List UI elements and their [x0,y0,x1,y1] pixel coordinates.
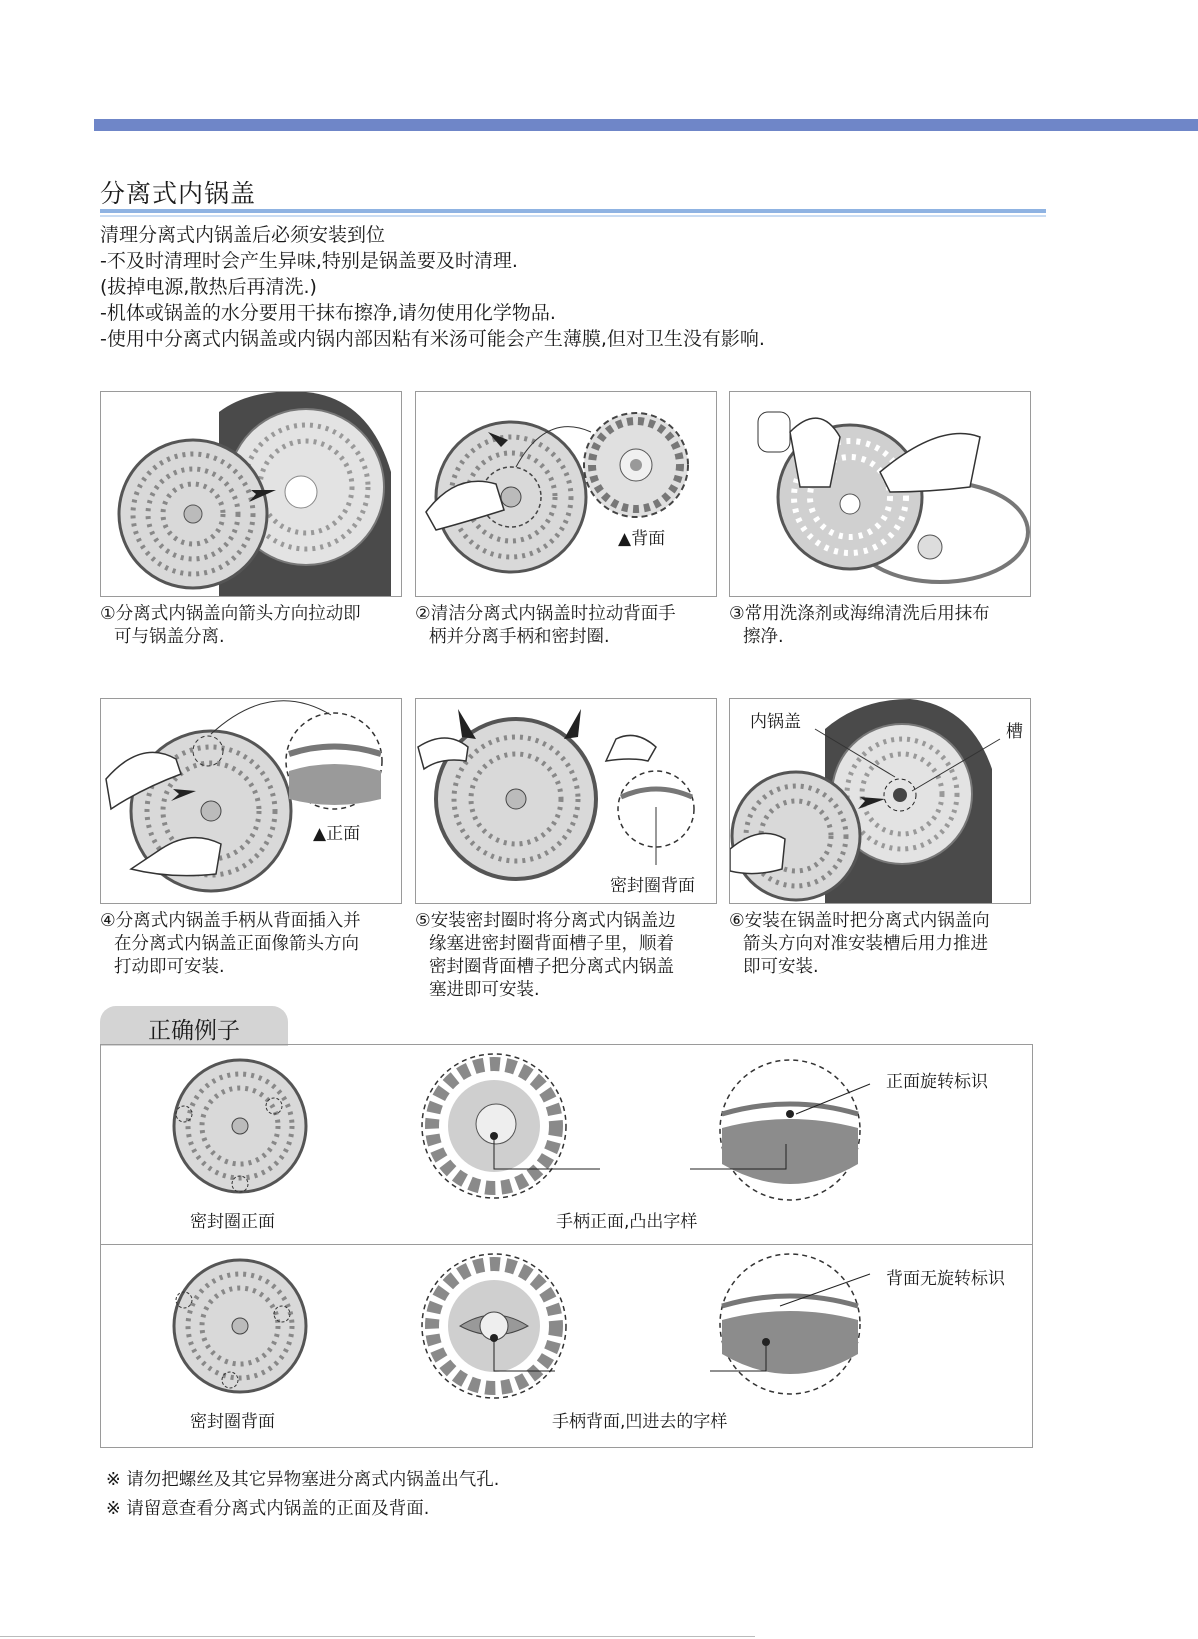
seal-back-label: 密封圈背面 [190,1412,275,1432]
caption-line: ①分离式内锅盖向箭头方向拉动即 [100,604,361,624]
caption-line: ④分离式内锅盖手柄从背面插入并 [100,911,361,931]
step-1-caption [100,603,400,649]
caption-line: 即可安装. [743,957,819,977]
caption-line: ⑥安装在锅盖时把分离式内锅盖向 [729,911,990,931]
caption-line: ⑤安装密封圈时将分离式内锅盖边 [415,911,676,931]
examples-illustrations [100,1044,1031,1446]
step-5-label: 密封圈背面 [610,876,695,896]
caption-line: 塞进即可安装. [429,980,540,1000]
step-4-label: ▲正面 [313,824,361,844]
caption-line: 箭头方向对准安装槽后用力推进 [743,934,988,954]
intro-text [100,222,765,352]
caption-line: 擦净. [743,627,784,647]
seal-back-image [174,1260,306,1392]
back-mark-label: 背面无旋转标识 [886,1269,1005,1289]
note-2: ※ 请留意查看分离式内锅盖的正面及背面. [106,1499,430,1519]
caption-line: 可与锅盖分离. [114,627,225,647]
intro-line: -使用中分离式内锅盖或内锅内部因粘有米汤可能会产生薄膜,但对卫生没有影响. [100,328,765,350]
step-2-caption [415,603,715,649]
step-6-label-lid: 内锅盖 [750,712,801,732]
handle-back-label: 手柄背面,凹进去的字样 [552,1412,728,1432]
title-underline [100,209,1046,213]
caption-line: 缘塞进密封圈背面槽子里，顺着 [429,934,674,954]
caption-line: 打动即可安装. [114,957,225,977]
intro-line: 清理分离式内锅盖后必须安装到位 [100,224,386,246]
caption-line: 在分离式内锅盖正面像箭头方向 [114,934,359,954]
seal-front-label: 密封圈正面 [190,1212,275,1232]
handle-back-image [422,1254,566,1398]
handle-front-image [422,1054,566,1198]
step-3-caption [729,603,1029,649]
intro-line: (拔掉电源,散热后再清洗.) [100,276,317,298]
intro-line: -不及时清理时会产生异味,特别是锅盖要及时清理. [100,250,518,272]
handle-front-label: 手柄正面,凸出字样 [556,1212,698,1232]
caption-line: 密封圈背面槽子把分离式内锅盖 [429,957,674,977]
step-6-illustration [729,698,1031,904]
step-6-caption [729,910,1029,979]
step-5-caption [415,910,715,1002]
step-4-caption [100,910,400,979]
step-1-illustration [100,391,402,597]
step-5-illustration [415,698,717,904]
examples-tab-title: 正确例子 [148,1018,240,1044]
title-underline-light [100,215,1046,217]
step-2-label: ▲背面 [618,529,666,549]
note-1: ※ 请勿把螺丝及其它异物塞进分离式内锅盖出气孔. [106,1470,500,1490]
top-color-bar [94,119,1198,131]
page-bottom-rule [0,1636,755,1637]
front-mark-label: 正面旋转标识 [886,1072,988,1092]
caption-line: ③常用洗涤剂或海绵清洗后用抹布 [729,604,990,624]
intro-line: -机体或锅盖的水分要用干抹布擦净,请勿使用化学物品. [100,302,556,324]
step-2-illustration [415,391,717,597]
examples-tab [100,1006,288,1046]
caption-line: ②清洁分离式内锅盖时拉动背面手 [415,604,676,624]
back-mark-image [720,1254,860,1394]
seal-front-image [174,1060,306,1192]
front-mark-image [720,1060,860,1200]
step-6-label-groove: 槽 [1006,722,1023,742]
section-title: 分离式内锅盖 [100,179,257,208]
caption-line: 柄并分离手柄和密封圈. [429,627,610,647]
step-3-illustration [729,391,1031,597]
step-4-illustration [100,698,402,904]
